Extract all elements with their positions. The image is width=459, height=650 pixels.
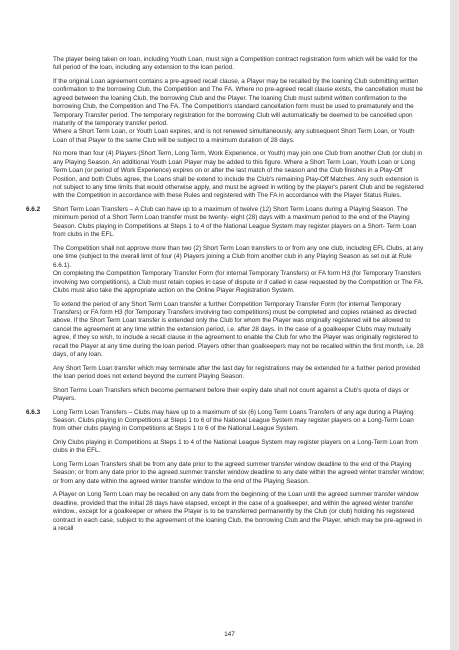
section-paragraph: Long Term Loan Transfers – Clubs may have up to a maximum of six (6) Long Term Loans Transfers of any age during a Playing Season. Clubs playing in Competitions at Steps 1 to 6 of the National League System may register players on a Long-Term Loan from other clubs playing in Competitions at Steps 1 to 6 of the National League System.	[53, 408, 414, 433]
section-paragraph: A Player on Long Term Loan may be recalled on any date from the beginning of the Loan until the agreed summer transfer window deadline, provided that the initial 28 days have elapsed, except in the case of a goalkeeper, and within the agreed winter transfer window., except for a goalkeeper or where the Player is to be transferred permanently by the Club (or club) holding his registered contract in each case, subject to the agreement of the loaning Club, the borrowing Club and the Player, which may be pre-agreed in a recall	[53, 491, 422, 532]
section-number: 6.6.3	[26, 408, 41, 416]
page-number: 147	[224, 631, 235, 638]
intro-paragraph: The player being taken on loan, including Youth Loan, must sign a Competition contract registration form which will be valid for the full period of the loan, including any extension to the loan period.	[53, 56, 418, 72]
section-paragraph: Only Clubs playing in Competitions at Steps 1 to 4 of the National League System may register players on a Long-Term Loan from clubs in the EFL.	[53, 438, 418, 455]
section-paragraph: On completing the Competition Temporary Transfer Form (for internal Temporary Transfers) or FA form H3 (for Temporary Transfers involving two competitions), a Club must retain copies in case of dispute or if called in case requested by the Competition or The FA. Clubs must also take the appropriate action on the Online Player Registration System.	[53, 270, 424, 294]
section-paragraph: To extend the period of any Short Term Loan transfer a further Competition Temporary Transfer Form (for internal Temporary Transfers) or FA form H3 (for Temporary Transfers involving two competitions) must be completed and copies retained as directed above. If the Short Term Loan transfer is extended only the Club for whom the Player was originally registered will be allowed to cancel the agreement at any time within the extension period, i.e. after 28 days. In the case of a goalkeeper Clubs may mutually agree, if they so wish, to include a recall clause in the agreement to enable the Club for who the Player was originally registered to recall the Player at any time during the loan period. Players other than goalkeepers may not be recalled within the first month, i.e. 28 days, of any loan.	[53, 300, 424, 358]
intro-paragraph: Where a Short Term Loan, or Youth Loan expires, and is not renewed simultaneously, any subsequent Short Term Loan, or Youth Loan of that Player to the same Club will be subject to a minimum duration of 28 days.	[53, 128, 415, 144]
section-paragraph: Short Terms Loan Transfers which become permanent before their expiry date shall not count against a Club's quota of days or Players.	[53, 386, 409, 402]
page-edge-bar	[450, 0, 459, 650]
section-number: 6.6.2	[26, 206, 41, 214]
intro-paragraph: If the original Loan agreement contains a pre-agreed recall clause, a Player may be recalled by the loaning Club submitting written confirmation to the borrowing Club, the Competition and The FA. Where no pre-agreed recall clause exists, the cancellation must be agreed between the loaning Club, the borrowing Club and the Player. The loaning Club must submit written confirmation to the borrowing Club, the Competition and The FA. The Competition's standard cancellation form must be used to prematurely end the Temporary Transfer period. The temporary registration for the borrowing Club will automatically be deemed to be cancelled upon maturity of the temporary transfer period.	[53, 78, 423, 128]
section-6-6-3	[26, 409, 426, 534]
section-paragraph: The Competition shall not approve more than two (2) Short Term Loan transfers to or from any one club, including EFL Clubs, at any one time (subject to the overall limit of four (4) Players joining a Club from another club in any Playing Season as set out at Rule 6.6.1).	[53, 244, 424, 269]
section-6-6-2	[26, 206, 426, 403]
document-body	[26, 56, 426, 539]
section-paragraph: Any Short Term Loan transfer which may terminate after the last day for registrations may be extended for a further period provided the loan period does not extend beyond the current Playing Season.	[53, 364, 421, 380]
section-paragraph: Long Term Loan Transfers shall be from any date prior to the agreed summer transfer window deadline to the end of the Playing Season; or from any date prior to the agreed summer transfer window deadline to any date within the agreed winter transfer window; or from any date within the agreed winter transfer window to the end of the Playing Season.	[53, 460, 425, 485]
intro-paragraph: No more than four (4) Players (Short Term, Long Term, Work Experience, or Youth) may join one Club from another Club (or club) in any Playing Season. An additional Youth Loan Player may be added to this figure. Where a Short Term Loan, Youth Loan or Long Term Loan (or period of Work Experience) expires on or after the last match of the season and the Club finishes in a Play-Off Position, and both Clubs agree, the Loans shall be extend to include the Club's remaining Play-Off Matches. Any such extension is not subject to any time limits that would otherwise apply, and must be agreed in writing by the player's parent Club and be registered with the Competition in accordance with these Rules and registered with The FA in accordance with the Player Status Rules.	[53, 150, 424, 200]
section-paragraph: Short Term Loan Transfers – A Club can have up to a maximum of twelve (12) Short Term Loans during a Playing Season. The minimum period of a Short Term Loan transfer must be twenty- eight (28) days with a maximum period to the end of the Playing Season. Clubs playing in Competitions at Steps 1 to 4 of the National League System may register players on a Short- Term Loan from clubs in the EFL.	[53, 206, 417, 239]
